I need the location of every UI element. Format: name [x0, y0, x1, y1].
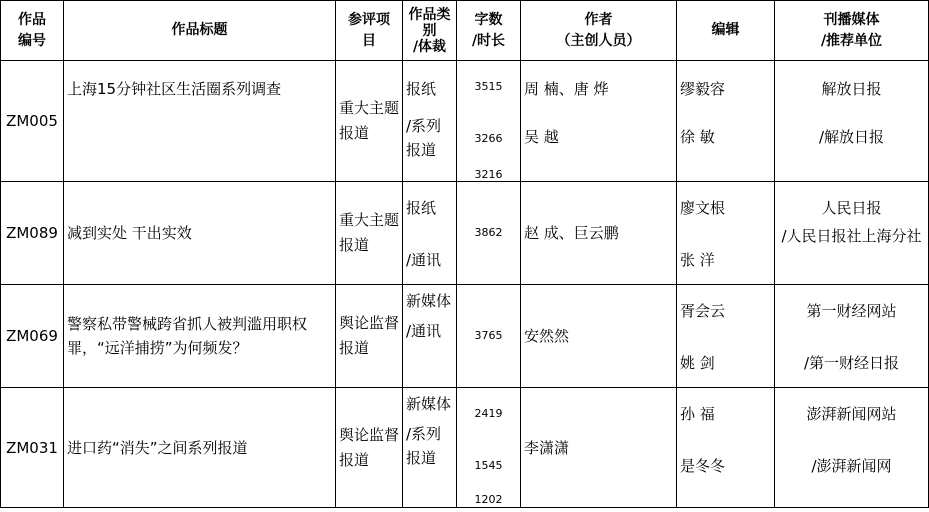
row-editor — [677, 61, 775, 182]
row-type-a: 新媒体 — [406, 395, 452, 413]
row-type-b: /通讯 — [406, 322, 442, 340]
row-code: ZM005 — [1, 61, 64, 182]
row-author — [521, 182, 677, 285]
header-row — [1, 1, 929, 61]
header-number-line1: 作品 — [18, 11, 46, 28]
row-count-1: 2419 — [474, 407, 503, 420]
header-author-line2: （主创人员） — [556, 32, 641, 49]
row-media-a: 第一财经网站 — [806, 302, 897, 320]
header-count-line2: /时长 — [471, 32, 506, 49]
row-author-1: 安然然 — [524, 327, 570, 345]
row-project: 舆论监督报道 — [336, 388, 403, 508]
row-media — [775, 388, 929, 508]
header-media-line2: /推荐单位 — [820, 32, 883, 49]
row-editor-2: 张 洋 — [680, 251, 715, 269]
header-type-line3: /体裁 — [412, 38, 447, 55]
row-type-b: /系列报道 — [406, 117, 442, 159]
row-type-a: 报纸 — [406, 199, 437, 217]
header-media-line1: 刊播媒体 — [823, 11, 880, 28]
row-editor-1: 廖文根 — [680, 199, 726, 217]
row-editor-2: 徐 敏 — [680, 128, 715, 146]
row-title: 减到实处 干出实效 — [64, 182, 336, 285]
row-count — [457, 182, 521, 285]
row-type — [403, 285, 457, 388]
header-editor: 编辑 — [677, 1, 775, 61]
row-author — [521, 388, 677, 508]
header-number-line2: 编号 — [18, 32, 46, 49]
row-media-b: /第一财经日报 — [803, 354, 900, 372]
header-type — [403, 1, 457, 61]
header-media — [775, 1, 929, 61]
row-media-b: /解放日报 — [818, 128, 885, 146]
row-count-2: 3266 — [474, 132, 503, 145]
row-media-b: /人民日报社上海分社 — [781, 227, 922, 245]
table-row — [1, 61, 929, 182]
row-media-a: 解放日报 — [821, 80, 882, 98]
row-type-a: 新媒体 — [406, 292, 452, 310]
header-project — [336, 1, 403, 61]
table-row — [1, 182, 929, 285]
row-editor-1: 缪毅容 — [680, 80, 726, 98]
row-type — [403, 388, 457, 508]
row-count — [457, 61, 521, 182]
header-type-line1: 作品类 — [408, 6, 451, 23]
row-author-1: 周 楠、唐 烨 — [524, 80, 609, 98]
row-editor-2: 姚 剑 — [680, 354, 715, 372]
row-media-b: /澎湃新闻网 — [811, 457, 892, 475]
row-editor — [677, 388, 775, 508]
row-editor-1: 胥会云 — [680, 302, 726, 320]
row-media — [775, 285, 929, 388]
row-type — [403, 182, 457, 285]
header-title: 作品标题 — [64, 1, 336, 61]
row-title — [64, 61, 336, 182]
row-project: 舆论监督报道 — [336, 285, 403, 388]
row-editor — [677, 182, 775, 285]
header-type-line2: 别 — [422, 22, 437, 39]
row-code: ZM069 — [1, 285, 64, 388]
row-count-2: 1545 — [474, 459, 503, 472]
row-media-a: 澎湃新闻网站 — [806, 405, 897, 423]
row-media — [775, 61, 929, 182]
header-count — [457, 1, 521, 61]
row-title: 警察私带警械跨省抓人被判滥用职权罪，“远洋捕捞”为何频发？ — [64, 285, 336, 388]
row-count-1: 3515 — [474, 80, 503, 93]
row-author — [521, 285, 677, 388]
row-editor-2: 是冬冬 — [680, 457, 726, 475]
row-title-text: 上海15分钟社区生活圈系列调查 — [67, 80, 282, 98]
header-count-line1: 字数 — [474, 11, 503, 28]
row-code: ZM031 — [1, 388, 64, 508]
row-count-3: 3216 — [474, 168, 503, 181]
header-project-line1: 参评项 — [348, 11, 390, 28]
row-media-a: 人民日报 — [821, 199, 882, 217]
row-count-1: 3862 — [474, 226, 503, 239]
row-title: 进口药“消失”之间系列报道 — [64, 388, 336, 508]
row-count-1: 3765 — [474, 329, 503, 342]
row-count-3: 1202 — [474, 493, 503, 506]
row-code: ZM089 — [1, 182, 64, 285]
header-number — [1, 1, 64, 61]
row-author-1: 赵 成、巨云鹏 — [524, 224, 619, 242]
row-editor — [677, 285, 775, 388]
row-type — [403, 61, 457, 182]
header-author — [521, 1, 677, 61]
row-type-a: 报纸 — [406, 80, 437, 98]
row-media — [775, 182, 929, 285]
row-count — [457, 285, 521, 388]
row-author-2: 吴 越 — [524, 128, 559, 146]
table-row — [1, 285, 929, 388]
header-project-line2: 目 — [362, 32, 376, 49]
row-count — [457, 388, 521, 508]
row-author — [521, 61, 677, 182]
row-project: 重大主题报道 — [336, 182, 403, 285]
header-author-line1: 作者 — [584, 11, 613, 28]
table-row — [1, 388, 929, 508]
row-editor-1: 孙 福 — [680, 405, 715, 423]
row-author-1: 李潇潇 — [524, 438, 570, 457]
row-type-b: /通讯 — [406, 251, 442, 269]
row-project: 重大主题报道 — [336, 61, 403, 182]
row-type-b: /系列报道 — [406, 425, 442, 467]
